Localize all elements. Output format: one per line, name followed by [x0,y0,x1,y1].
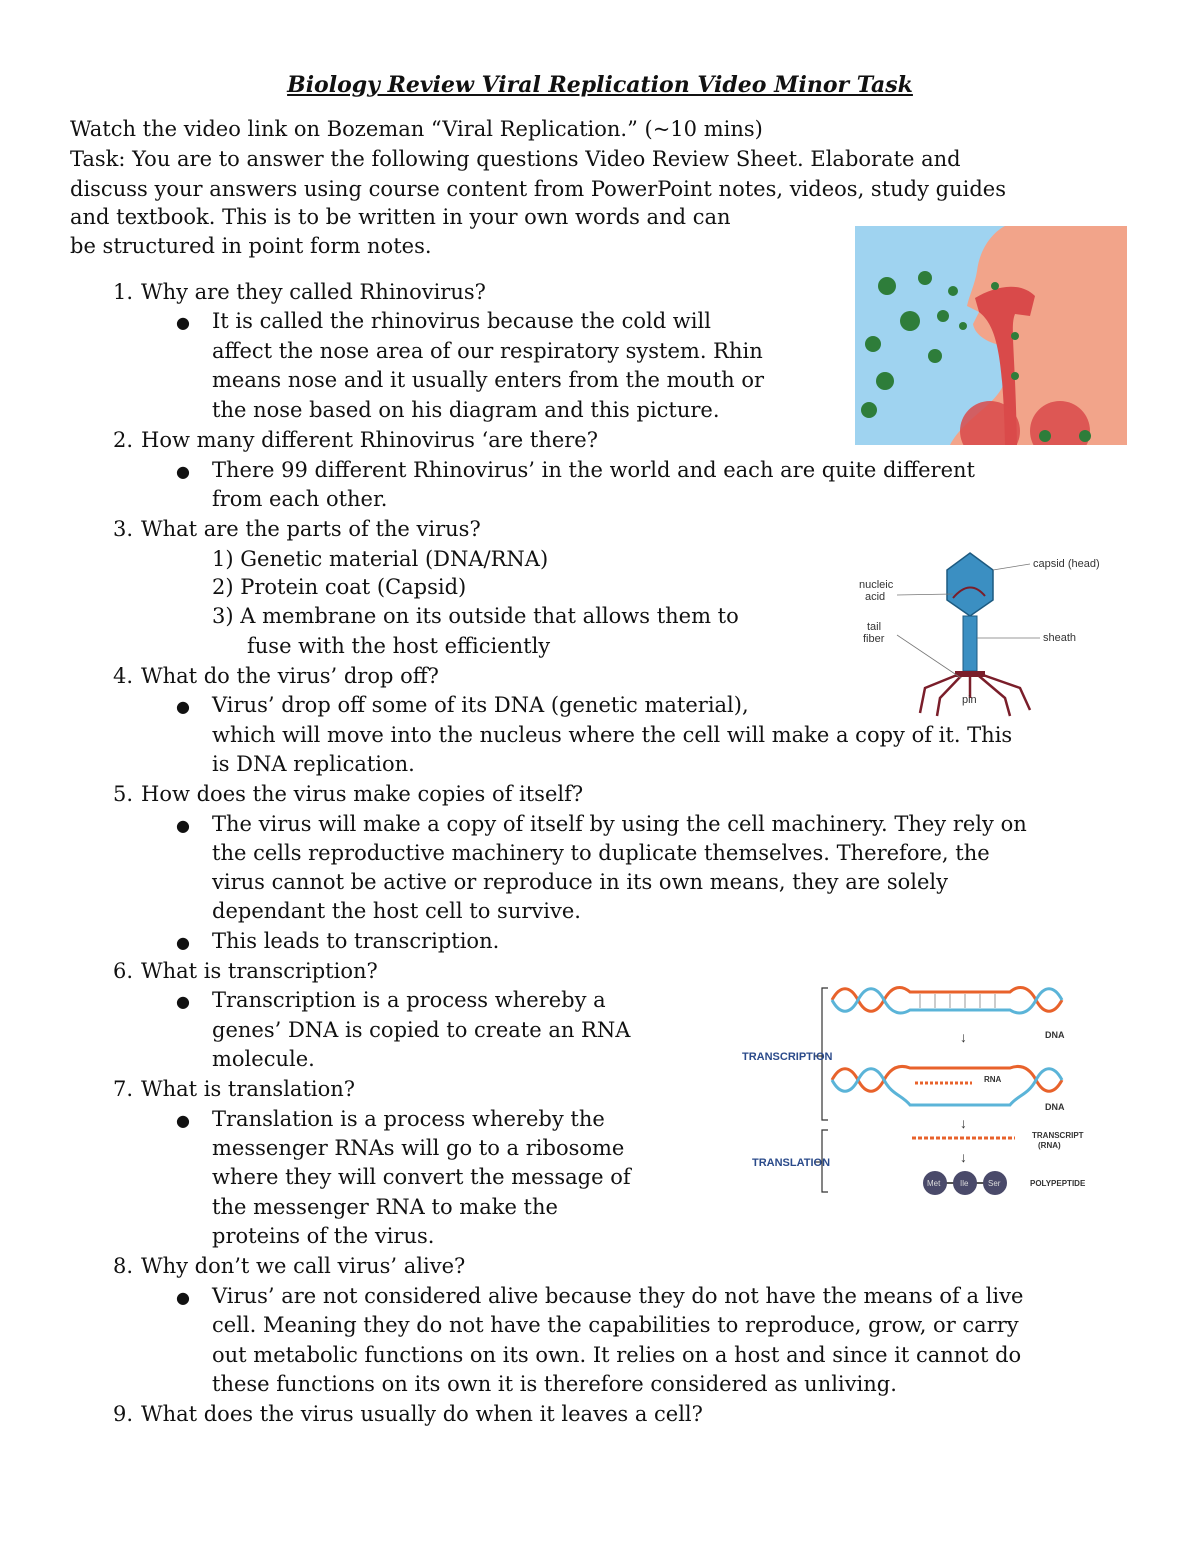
question-text: What are the parts of the virus? [141,517,481,541]
rhinovirus-head-illustration [855,226,1127,445]
answer-line: messenger RNAs will go to a ribosome [212,1136,625,1160]
leader-line [897,635,961,678]
intro-line: discuss your answers using course content from PowerPoint notes, videos, study guides [70,177,1006,201]
virus-particle [878,277,896,295]
question-1 [97,278,486,307]
question-number: 4. [112,664,133,688]
virus-particle [937,310,949,322]
question-number: 3. [112,517,133,541]
amino-acid-label: Ile [960,1179,969,1188]
capsid-head [947,553,993,616]
question-text: How does the virus make copies of itself? [141,782,584,806]
amino-acid-label: Met [927,1179,941,1188]
answer-line: the messenger RNA to make the [212,1195,558,1219]
question-text: What is transcription? [141,959,378,983]
question-number: 8. [112,1254,133,1278]
question-number: 5. [112,782,133,806]
answer-line: from each other. [212,487,388,511]
virus-particle [918,271,932,285]
intro-line: be structured in point form notes. [70,234,432,258]
bullet-icon: ● [176,1111,190,1130]
virus-particle [861,402,877,418]
virus-particle [928,349,942,363]
answer-line: There 99 different Rhinovirus’ in the world and each are quite different [212,458,975,482]
amino-acid-label: Ser [988,1179,1001,1188]
part-item: 3) A membrane on its outside that allows them to [212,604,739,628]
answer-line: Translation is a process whereby the [212,1107,605,1131]
dna-strand [832,1069,1062,1105]
label-transcript: (RNA) [1038,1141,1061,1150]
label-transcript: TRANSCRIPT [1032,1131,1084,1140]
label-rna: RNA [984,1075,1002,1084]
tail-sheath [963,616,977,671]
virus-particle [1039,430,1051,442]
label-dna: DNA [1045,1030,1065,1040]
question-5 [97,780,583,809]
bullet-icon: ● [176,462,190,481]
arrow-down-icon: ↓ [960,1029,967,1045]
virus-particle [1011,372,1019,380]
question-text: What do the virus’ drop off? [141,664,439,688]
question-text: How many different Rhinovirus ‘are there? [141,428,598,452]
label-nucleic: nucleic [859,579,894,591]
answer-line: Virus’ drop off some of its DNA (genetic material), [212,693,749,717]
polypeptide-chain [923,1171,1007,1195]
answer-line: is DNA replication. [212,752,415,776]
question-number: 6. [112,959,133,983]
virus-particle [1011,332,1019,340]
label-nucleic: acid [865,591,886,603]
dna-helix-1 [832,987,1062,1013]
label-tail: fiber [863,633,885,645]
answer-line: these functions on its own it is therefore considered as unliving. [212,1372,897,1396]
part-item: 2) Protein coat (Capsid) [212,575,467,599]
answer-line: molecule. [212,1047,315,1071]
question-6 [97,957,378,986]
base-pair-rungs [920,994,995,1008]
intro-line: and textbook. This is to be written in your own words and can [70,205,731,229]
transcription-translation-diagram [740,980,1090,1195]
question-text: Why are they called Rhinovirus? [141,280,486,304]
label-capsid: capsid (head) [1033,558,1100,570]
virus-particle [959,322,967,330]
question-text: What is translation? [141,1077,356,1101]
bullet-icon: ● [176,1288,190,1307]
part-item-continued: fuse with the host efficiently [247,634,551,658]
leader-line [897,594,953,595]
answer-line: out metabolic functions on its own. It relies on a host and since it cannot do [212,1343,1022,1367]
label-transcription: TRANSCRIPTION [742,1051,833,1063]
page-title: Biology Review Viral Replication Video Minor Task [287,72,913,98]
bacteriophage-diagram [845,538,1130,718]
label-pin: pin [962,694,977,706]
answer-line: proteins of the virus. [212,1224,435,1248]
bullet-icon: ● [176,697,190,716]
virus-particle [876,372,894,390]
question-number: 7. [112,1077,133,1101]
arrow-down-icon: ↓ [960,1115,967,1131]
answer-line: where they will convert the message of [212,1165,631,1189]
part-item: 1) Genetic material (DNA/RNA) [212,547,549,571]
label-polypeptide: POLYPEPTIDE [1030,1179,1086,1188]
bullet-icon: ● [176,992,190,1011]
intro-line: Watch the video link on Bozeman “Viral Replication.” (~10 mins) [70,117,763,141]
virus-particle [865,336,881,352]
label-tail: tail [867,621,882,633]
answer-line: the cells reproductive machinery to duplicate themselves. Therefore, the [212,841,990,865]
label-dna: DNA [1045,1102,1065,1112]
virus-particle [1079,430,1091,442]
question-8 [97,1252,465,1281]
answer-line: This leads to transcription. [212,929,500,953]
label-translation: TRANSLATION [752,1157,831,1169]
question-number: 1. [112,280,133,304]
question-text: What does the virus usually do when it leaves a cell? [141,1402,703,1426]
question-number: 9. [112,1402,133,1426]
answer-line: It is called the rhinovirus because the cold will [212,309,711,333]
question-4 [97,662,439,691]
question-text: Why don’t we call virus’ alive? [141,1254,466,1278]
question-number: 2. [112,428,133,452]
answer-line: Virus’ are not considered alive because they do not have the means of a live [212,1284,1024,1308]
question-2 [97,426,598,455]
bullet-icon: ● [176,933,190,952]
bullet-icon: ● [176,313,190,332]
answer-line: virus cannot be active or reproduce in its own means, they are solely [212,870,949,894]
answer-line: The virus will make a copy of itself by using the cell machinery. They rely on [212,812,1027,836]
answer-line: Transcription is a process whereby a [212,988,606,1012]
answer-line: genes’ DNA is copied to create an RNA [212,1018,631,1042]
answer-line: affect the nose area of our respiratory system. Rhin [212,339,763,363]
answer-line: dependant the host cell to survive. [212,899,581,923]
question-9 [97,1400,703,1429]
label-sheath: sheath [1043,632,1077,644]
answer-line: which will move into the nucleus where the cell will make a copy of it. This [212,723,1013,747]
arrow-down-icon: ↓ [960,1149,967,1165]
virus-particle [991,282,999,290]
answer-line: the nose based on his diagram and this picture. [212,398,720,422]
intro-line: Task: You are to answer the following questions Video Review Sheet. Elaborate and [70,147,961,171]
virus-particle [948,286,958,296]
virus-particle [900,311,920,331]
dna-helix-2 [832,1066,1062,1105]
question-7 [97,1075,355,1104]
answer-line: cell. Meaning they do not have the capabilities to reproduce, grow, or carry [212,1313,1019,1337]
question-3 [97,515,481,544]
answer-line: means nose and it usually enters from the mouth or [212,368,765,392]
leader-line [993,564,1030,570]
bullet-icon: ● [176,816,190,835]
